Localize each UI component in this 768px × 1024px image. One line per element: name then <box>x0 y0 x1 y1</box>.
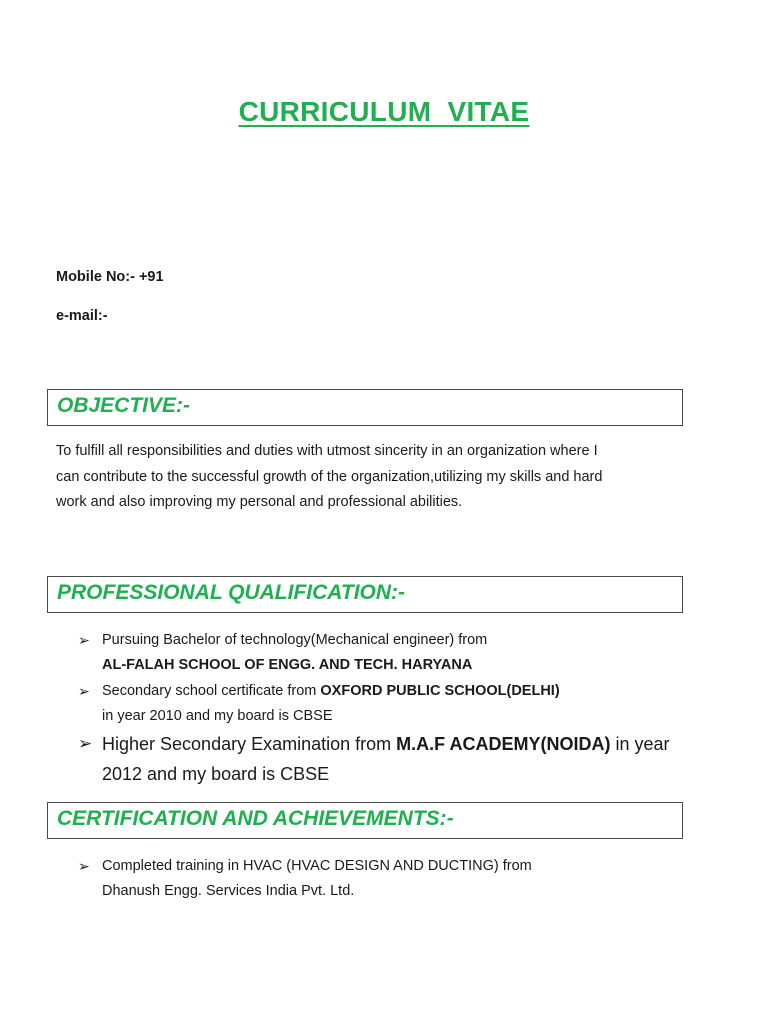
certification-heading: CERTIFICATION AND ACHIEVEMENTS:- <box>57 807 454 830</box>
list-item-line: Completed training in HVAC (HVAC DESIGN AND DUCTING) from <box>102 858 532 874</box>
list-item-text: in year <box>610 734 670 754</box>
professional-qualification-section-header <box>47 576 683 613</box>
list-item-line: Dhanush Engg. Services India Pvt. Ltd. <box>102 883 355 899</box>
professional-qualification-heading: PROFESSIONAL QUALIFICATION:- <box>57 581 406 604</box>
list-item-line <box>102 679 688 704</box>
list-item-line: 2012 and my board is CBSE <box>102 764 330 784</box>
arrowhead-bullet-icon: ➢ <box>78 734 93 753</box>
certification-section-header <box>47 802 683 839</box>
institution-name: AL-FALAH SCHOOL OF ENGG. AND TECH. HARYANA <box>102 657 473 673</box>
page-title <box>0 96 768 128</box>
list-item <box>78 854 688 904</box>
objective-heading: OBJECTIVE:- <box>57 394 191 417</box>
objective-line: work and also improving my personal and professional abilities. <box>56 494 463 510</box>
arrowhead-bullet-icon: ➢ <box>78 858 90 874</box>
objective-paragraph <box>56 439 686 516</box>
list-item-text: Higher Secondary Examination from <box>102 734 397 754</box>
page-title-text: CURRICULUM VITAE <box>238 96 530 127</box>
arrowhead-bullet-icon: ➢ <box>78 683 90 699</box>
objective-line: can contribute to the successful growth of the organization,utilizing my skills and hard <box>56 468 603 485</box>
mobile-number: Mobile No:- +91 <box>56 269 164 285</box>
objective-section-header <box>47 389 683 426</box>
arrowhead-bullet-icon: ➢ <box>78 632 90 648</box>
objective-line: To fulfill all responsibilities and duties with utmost sincerity in an organization where I <box>56 443 598 459</box>
list-item <box>78 628 688 678</box>
list-item <box>78 729 688 789</box>
list-item-line <box>102 653 688 678</box>
email-label: e-mail:- <box>56 308 108 324</box>
list-item <box>78 679 688 729</box>
list-item-line: in year 2010 and my board is CBSE <box>102 708 333 724</box>
list-item-line: Pursuing Bachelor of technology(Mechanical engineer) from <box>102 632 488 648</box>
list-item-text: Secondary school certificate from <box>102 683 321 699</box>
institution-name: OXFORD PUBLIC SCHOOL(DELHI) <box>320 683 560 699</box>
list-item-line <box>102 729 688 759</box>
institution-name: M.A.F ACADEMY(NOIDA) <box>396 734 611 754</box>
